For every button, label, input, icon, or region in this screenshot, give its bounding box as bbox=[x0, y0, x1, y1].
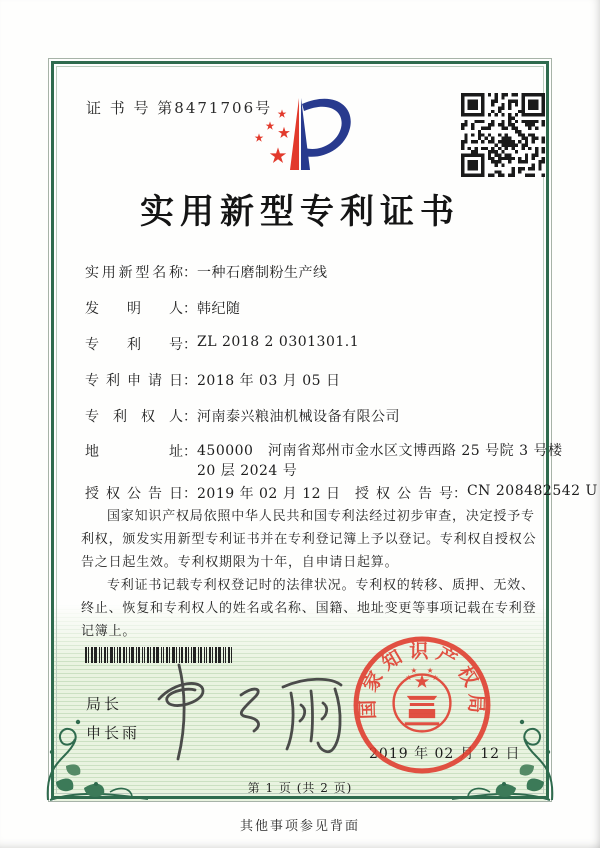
certificate-number: 证 书 号 第8471706号 bbox=[86, 99, 273, 117]
field-row-patent-no bbox=[85, 334, 359, 354]
page-number: 第 1 页 (共 2 页) bbox=[247, 781, 353, 795]
field-value-patent-no: ZL 2018 2 0301301.1 bbox=[197, 334, 360, 350]
colon: ： bbox=[183, 373, 197, 389]
grant-date-pair bbox=[85, 483, 341, 502]
cnipa-logo-icon bbox=[238, 86, 366, 174]
field-row-patentee bbox=[85, 406, 400, 426]
colon: ： bbox=[183, 486, 197, 502]
field-label-name: 实用新型名称 bbox=[85, 265, 183, 281]
certificate-title: 实用新型专利证书 bbox=[140, 192, 460, 232]
national-emblem-icon bbox=[394, 667, 451, 731]
field-value-name: 一种石磨制粉生产线 bbox=[197, 265, 328, 281]
back-note: 其他事项参见背面 bbox=[239, 819, 360, 834]
legal-paragraph-2: 专利证书记载专利权登记时的法律状况。专利权的转移、质押、无效、终止、恢复和专利权人的姓名或名称、国籍、地址变更等事项记载在专利登记簿上。 bbox=[81, 578, 537, 639]
director-signature-icon bbox=[145, 655, 345, 767]
field-row-name bbox=[85, 262, 328, 282]
field-value-filing-date: 2018 年 03 月 05 日 bbox=[197, 373, 341, 389]
seal-date: 2019 年 02 月 12 日 bbox=[369, 746, 521, 762]
field-value-patentee: 河南泰兴粮油机械设备有限公司 bbox=[197, 409, 400, 425]
colon: ： bbox=[452, 486, 467, 502]
corner-flourish-left-icon bbox=[40, 692, 152, 804]
legal-text bbox=[81, 505, 543, 643]
field-label-address: 地址 bbox=[85, 444, 183, 460]
field-value-grant-date: 2019 年 02 月 12 日 bbox=[197, 486, 341, 502]
field-label-grant-date: 授权公告日 bbox=[85, 486, 183, 502]
colon: ： bbox=[183, 265, 197, 281]
colon: ： bbox=[183, 444, 197, 460]
official-seal-icon bbox=[351, 634, 493, 776]
field-row-address bbox=[85, 441, 573, 481]
seal-text: 国家知识产权局 bbox=[356, 639, 488, 720]
director-name: 申长雨 bbox=[86, 724, 141, 742]
qr-code bbox=[461, 93, 545, 177]
field-label-patent-no: 专利号 bbox=[85, 337, 183, 353]
colon: ： bbox=[183, 301, 197, 317]
field-value-inventor: 韩纪随 bbox=[197, 301, 241, 317]
field-value-grant-no: CN 208482542 U bbox=[466, 483, 598, 499]
field-label-filing-date: 专利申请日 bbox=[85, 373, 183, 389]
field-row-filing-date bbox=[85, 370, 341, 390]
field-label-patentee: 专利权人 bbox=[85, 409, 183, 425]
field-label-grant-no: 授权公告号 bbox=[354, 486, 453, 502]
field-row-grant bbox=[85, 483, 598, 503]
colon: ： bbox=[183, 337, 197, 353]
legal-paragraph-1: 国家知识产权局依照中华人民共和国专利法经过初步审查，决定授予专利权，颁发实用新型专利证书并在专利登记簿上予以登记。专利权自授权公告之日起生效。专利权期限为十年，自申请日起算。 bbox=[81, 509, 537, 570]
colon: ： bbox=[183, 409, 197, 425]
director-title: 局长 bbox=[86, 695, 123, 713]
field-label-inventor: 发明人 bbox=[85, 301, 183, 317]
field-value-address: 450000 河南省郑州市金水区文博西路 25 号院 3 号楼 20 层 2024 号 bbox=[197, 443, 563, 479]
field-row-inventor bbox=[85, 298, 241, 318]
grant-no-pair bbox=[354, 483, 598, 502]
